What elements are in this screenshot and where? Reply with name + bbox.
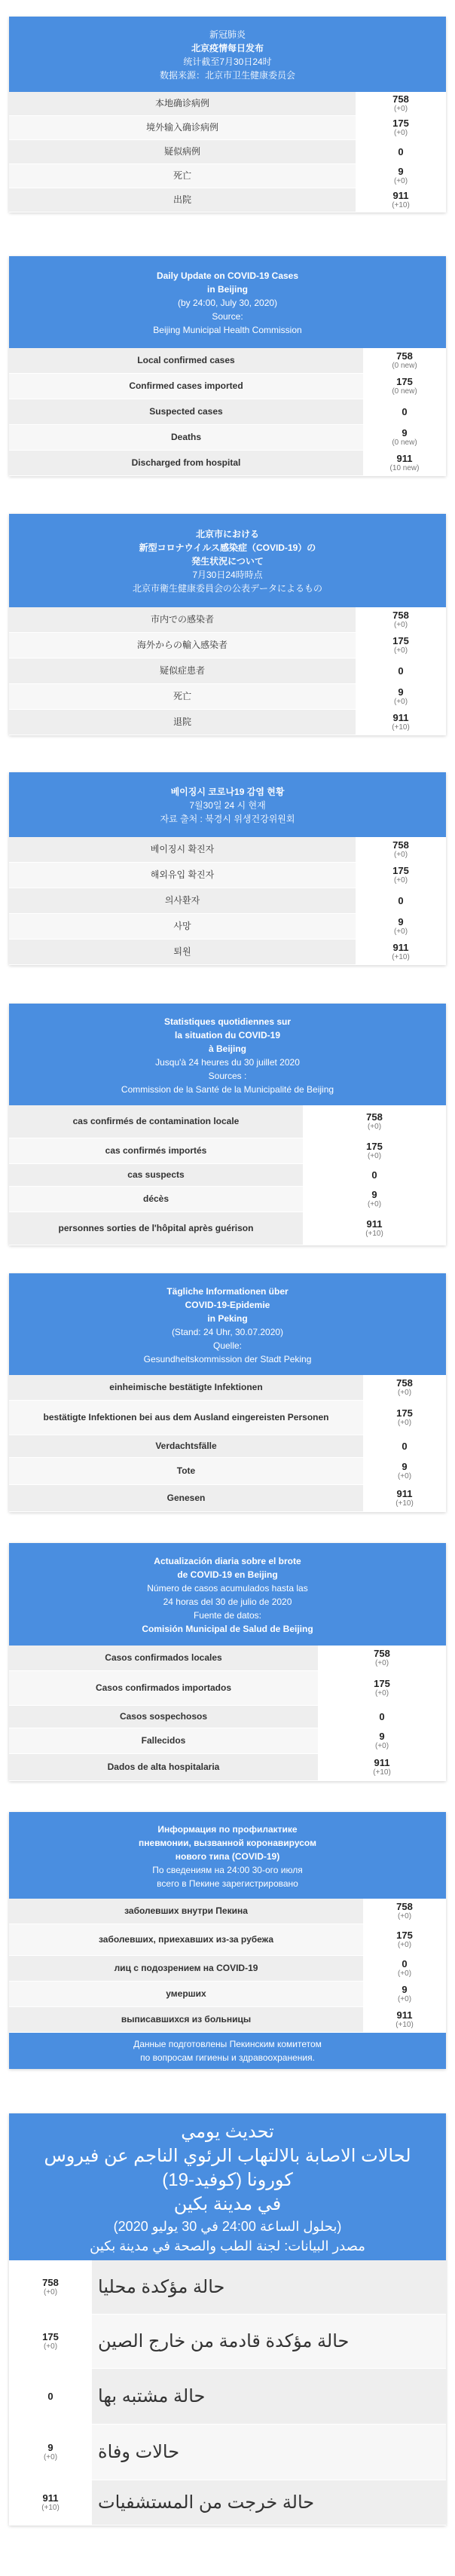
row-value xyxy=(363,399,446,424)
value-delta: (+0) xyxy=(43,2342,58,2351)
value-delta: (+0) xyxy=(393,698,408,706)
table-row xyxy=(9,1924,446,1956)
value-delta: (+0) xyxy=(397,1912,412,1921)
value-delta: (0 new) xyxy=(392,439,417,447)
stats-table xyxy=(9,607,446,735)
row-value xyxy=(356,863,446,888)
table-row xyxy=(9,940,446,965)
value-number: 9 xyxy=(371,1189,377,1200)
header-title: 新型コロナウイルス感染症（COVID-19）の xyxy=(139,542,316,553)
value-delta: (10 new) xyxy=(389,464,420,472)
footer-line: Данные подготовлены Пекинским комитетом xyxy=(133,2039,322,2049)
header-line: 7月30日24時時点 xyxy=(192,570,263,580)
row-value xyxy=(9,2260,92,2314)
row-label: Fallecidos xyxy=(9,1728,318,1753)
value-delta: (0 new) xyxy=(392,387,417,396)
row-value xyxy=(363,374,446,399)
header-line: (بحلول الساعة 24:00 في 30 يوليو 2020) xyxy=(113,2218,342,2234)
row-label: 베이징시 확진자 xyxy=(9,837,356,862)
value-delta: (+10) xyxy=(392,723,410,732)
header-line: 新冠肺炎 xyxy=(209,29,246,40)
value-delta: (+10) xyxy=(41,2504,60,2512)
value-number: 9 xyxy=(402,1984,408,1995)
table-row xyxy=(9,374,446,399)
table-row xyxy=(9,92,446,116)
row-label: cas confirmés de contamination locale xyxy=(9,1105,303,1138)
table-row xyxy=(9,1728,446,1754)
header-title: COVID-19-Epidemie xyxy=(185,1299,270,1310)
header-title: in Beijing xyxy=(207,284,248,295)
table-row xyxy=(9,2007,446,2033)
row-value xyxy=(356,710,446,735)
table-row xyxy=(9,837,446,863)
row-label: Casos confirmados importados xyxy=(9,1671,318,1705)
row-value xyxy=(303,1164,446,1186)
value-number: 758 xyxy=(392,610,409,621)
footer-line: по вопросам гигиены и здравоохранения. xyxy=(140,2052,315,2063)
row-label: 退院 xyxy=(9,710,356,735)
row-label: 의사환자 xyxy=(9,888,356,913)
row-label: 死亡 xyxy=(9,684,356,709)
value-number: 758 xyxy=(396,1377,413,1389)
value-number: 911 xyxy=(396,453,413,464)
row-label: 사망 xyxy=(9,914,356,939)
value-delta: (+10) xyxy=(365,1230,383,1238)
table-row xyxy=(9,348,446,374)
card-french xyxy=(9,1004,446,1245)
row-value xyxy=(356,164,446,188)
value-number: 175 xyxy=(366,1141,383,1152)
header-source: Beijing Municipal Health Commission xyxy=(153,325,302,335)
row-value xyxy=(363,1924,446,1955)
value-number: 758 xyxy=(392,93,409,105)
header-title: تحديث يومي xyxy=(181,2121,274,2142)
value-number: 9 xyxy=(402,427,408,439)
row-label: décès xyxy=(9,1187,303,1212)
card-header xyxy=(9,772,446,837)
table-row xyxy=(9,659,446,684)
value-number: 758 xyxy=(374,1648,390,1659)
value-number: 0 xyxy=(398,665,404,677)
table-row xyxy=(9,710,446,735)
card-footer xyxy=(9,2033,446,2069)
table-row xyxy=(9,2480,446,2526)
value-number: 0 xyxy=(402,1441,408,1452)
row-label: einheimische bestätigte Infektionen xyxy=(9,1375,363,1400)
card-spanish xyxy=(9,1543,446,1781)
header-source: Comisión Municipal de Salud de Beijing xyxy=(142,1624,313,1634)
table-row xyxy=(9,1671,446,1706)
value-number: 758 xyxy=(392,839,409,851)
row-label: умерших xyxy=(9,1982,363,2006)
stats-table xyxy=(9,1375,446,1512)
row-label: Genesen xyxy=(9,1485,363,1511)
header-line: всего в Пекине зарегистрировано xyxy=(157,1878,298,1889)
header-title: la situation du COVID-19 xyxy=(174,1029,280,1040)
header-source: 北京市衛生健康委員会の公表データによるもの xyxy=(132,583,322,594)
value-number: 175 xyxy=(374,1678,390,1689)
row-value xyxy=(356,92,446,115)
header-source: 자료 출처 : 북경시 위생건강위원회 xyxy=(160,814,295,824)
row-label: 퇴원 xyxy=(9,940,356,964)
header-line: Fuente de datos: xyxy=(193,1610,262,1621)
header-line: (by 24:00, July 30, 2020) xyxy=(177,298,278,308)
row-value xyxy=(356,659,446,683)
value-delta: (+0) xyxy=(397,1472,412,1481)
value-delta: (+0) xyxy=(374,1659,389,1667)
value-number: 9 xyxy=(402,1461,408,1472)
value-delta: (+0) xyxy=(374,1689,389,1697)
header-title: 베이징시 코로나19 감염 현황 xyxy=(170,787,285,797)
value-delta: (+0) xyxy=(397,1969,412,1978)
value-number: 758 xyxy=(396,350,413,362)
table-row xyxy=(9,2260,446,2315)
value-number: 758 xyxy=(42,2277,59,2288)
value-delta: (+0) xyxy=(367,1123,382,1131)
table-row xyxy=(9,607,446,633)
row-label: حالة مؤكدة قادمة من خارج الصين xyxy=(92,2315,446,2368)
header-source: مصدر البيانات: لجنة الطب والصحة في مدينة بكين xyxy=(90,2238,365,2254)
header-title: لحالات الاصابة بالالتهاب الرئوي الناجم عن فيروس كورونا (كوفيد-19) xyxy=(44,2145,411,2190)
value-delta: (+10) xyxy=(392,201,410,209)
table-row xyxy=(9,399,446,425)
header-line: (Stand: 24 Uhr, 30.07.2020) xyxy=(171,1326,284,1337)
value-delta: (+0) xyxy=(393,646,408,655)
value-delta: (+0) xyxy=(393,129,408,137)
row-label: заболевших, приехавших из-за рубежа xyxy=(9,1924,363,1955)
table-row xyxy=(9,188,446,212)
value-number: 0 xyxy=(402,1958,408,1969)
row-label: 해외유입 확진자 xyxy=(9,863,356,888)
value-delta: (+0) xyxy=(43,2288,58,2296)
table-row xyxy=(9,2369,446,2425)
value-number: 911 xyxy=(374,1757,390,1768)
table-row xyxy=(9,1401,446,1435)
row-value xyxy=(363,451,446,475)
value-delta: (+10) xyxy=(373,1768,391,1777)
value-number: 9 xyxy=(47,2442,53,2453)
header-line: 7월30일 24 시 현재 xyxy=(189,800,266,811)
header-line: Jusqu'à 24 heures du 30 juillet 2020 xyxy=(155,1056,300,1068)
row-label: 出院 xyxy=(9,188,356,212)
header-title: in Peking xyxy=(207,1312,248,1324)
card-arabic xyxy=(9,2113,446,2526)
row-label: 海外からの輸入感染者 xyxy=(9,633,356,658)
table-row xyxy=(9,1754,446,1781)
row-value xyxy=(318,1728,446,1753)
stats-table xyxy=(9,1899,446,2033)
table-row xyxy=(9,1706,446,1728)
row-label: выписавшихся из больницы xyxy=(9,2007,363,2032)
header-title: Daily Update on COVID-19 Cases xyxy=(156,270,299,281)
stats-table xyxy=(9,2260,446,2526)
row-value xyxy=(356,607,446,632)
card-english xyxy=(9,256,446,476)
header-line: 统计截至7月30日24时 xyxy=(183,57,272,67)
value-number: 911 xyxy=(392,942,409,953)
row-value xyxy=(303,1138,446,1163)
value-number: 9 xyxy=(398,916,404,927)
value-delta: (+10) xyxy=(395,2021,414,2029)
card-header xyxy=(9,514,446,607)
table-row xyxy=(9,1956,446,1982)
value-number: 0 xyxy=(402,406,408,417)
value-number: 9 xyxy=(379,1731,385,1742)
value-delta: (+10) xyxy=(395,1499,414,1508)
value-number: 911 xyxy=(396,2009,413,2021)
stats-table xyxy=(9,837,446,965)
value-number: 175 xyxy=(396,1407,413,1419)
value-number: 758 xyxy=(366,1111,383,1123)
card-header xyxy=(9,17,446,92)
header-title: Tägliche Informationen über xyxy=(166,1285,289,1297)
table-row xyxy=(9,140,446,164)
row-label: حالة مؤكدة محليا xyxy=(92,2260,446,2314)
row-label: Verdachtsfälle xyxy=(9,1435,363,1457)
table-row xyxy=(9,1375,446,1401)
row-value xyxy=(9,2425,92,2480)
header-line: Número de casos acumulados hasta las xyxy=(147,1583,308,1594)
row-value xyxy=(9,2369,92,2424)
table-row xyxy=(9,425,446,451)
row-value xyxy=(356,837,446,862)
row-value xyxy=(363,1956,446,1981)
row-value xyxy=(303,1187,446,1212)
row-value xyxy=(363,2007,446,2032)
value-delta: (0 new) xyxy=(392,362,417,370)
card-russian xyxy=(9,1812,446,2069)
row-value xyxy=(363,1458,446,1484)
stats-table xyxy=(9,348,446,476)
table-row xyxy=(9,1164,446,1187)
card-header xyxy=(9,256,446,348)
row-label: Casos sospechosos xyxy=(9,1706,318,1728)
value-number: 9 xyxy=(398,686,404,698)
row-value xyxy=(318,1754,446,1780)
row-value xyxy=(318,1646,446,1670)
header-source: Commission de la Santé de la Municipalité de Beijing xyxy=(121,1083,334,1095)
table-row xyxy=(9,1138,446,1164)
row-value xyxy=(318,1706,446,1728)
row-label: Discharged from hospital xyxy=(9,451,363,475)
row-value xyxy=(356,633,446,658)
row-value xyxy=(363,425,446,450)
value-number: 911 xyxy=(392,712,409,723)
value-number: 175 xyxy=(396,1930,413,1941)
row-label: حالة مشتبه بها xyxy=(92,2369,446,2424)
row-value xyxy=(363,1401,446,1435)
header-title: في مدينة بكين xyxy=(173,2193,282,2214)
value-number: 175 xyxy=(396,376,413,387)
row-label: 市内での感染者 xyxy=(9,607,356,632)
row-value xyxy=(363,1375,446,1400)
value-delta: (+0) xyxy=(393,927,408,936)
row-label: Deaths xyxy=(9,425,363,450)
value-delta: (+0) xyxy=(374,1742,389,1750)
header-line: Source: xyxy=(212,311,243,322)
table-row xyxy=(9,1646,446,1671)
row-label: 境外输入确诊病例 xyxy=(9,116,356,139)
row-label: Casos confirmados locales xyxy=(9,1646,318,1670)
row-value xyxy=(303,1212,446,1245)
stats-table xyxy=(9,1646,446,1781)
stats-table xyxy=(9,92,446,212)
value-delta: (+0) xyxy=(393,851,408,859)
row-value xyxy=(356,188,446,212)
row-label: Confirmed cases imported xyxy=(9,374,363,399)
card-header xyxy=(9,1273,446,1375)
value-number: 0 xyxy=(398,146,404,157)
value-delta: (+0) xyxy=(393,105,408,113)
value-number: 0 xyxy=(47,2391,53,2402)
value-delta: (+0) xyxy=(393,621,408,629)
row-value xyxy=(363,348,446,373)
header-title: нового типа (COVID-19) xyxy=(175,1850,280,1862)
value-number: 911 xyxy=(392,190,409,201)
row-label: 疑似病例 xyxy=(9,140,356,163)
row-value xyxy=(9,2315,92,2368)
table-row xyxy=(9,1982,446,2007)
value-delta: (+0) xyxy=(397,1389,412,1397)
row-label: лиц с подозрением на COVID-19 xyxy=(9,1956,363,1981)
card-korean xyxy=(9,772,446,965)
row-value xyxy=(356,140,446,163)
row-value xyxy=(356,684,446,709)
row-label: cas suspects xyxy=(9,1164,303,1186)
card-german xyxy=(9,1273,446,1512)
table-row xyxy=(9,633,446,659)
table-row xyxy=(9,684,446,710)
card-japanese xyxy=(9,514,446,735)
header-title: Actualización diaria sobre el brote xyxy=(154,1556,301,1566)
header-title: 発生状況について xyxy=(191,556,264,567)
header-title: 北京疫情每日发布 xyxy=(191,43,264,53)
value-number: 0 xyxy=(398,895,404,906)
row-value xyxy=(303,1105,446,1138)
row-label: bestätigte Infektionen bei aus dem Ausland eingereisten Personen xyxy=(9,1401,363,1435)
header-title: de COVID-19 en Beijing xyxy=(177,1569,278,1580)
value-number: 911 xyxy=(42,2492,59,2504)
row-label: Dados de alta hospitalaria xyxy=(9,1754,318,1780)
table-row xyxy=(9,164,446,188)
row-label: 死亡 xyxy=(9,164,356,188)
table-row xyxy=(9,1187,446,1212)
value-number: 9 xyxy=(398,166,404,177)
row-value xyxy=(9,2480,92,2525)
row-value xyxy=(356,116,446,139)
card-chinese xyxy=(9,17,446,212)
value-number: 175 xyxy=(392,865,409,876)
value-number: 175 xyxy=(392,118,409,129)
table-row xyxy=(9,1212,446,1245)
row-value xyxy=(363,1435,446,1457)
table-row xyxy=(9,1899,446,1924)
row-label: حالات وفاة xyxy=(92,2425,446,2480)
row-label: Tote xyxy=(9,1458,363,1484)
value-number: 175 xyxy=(392,635,409,646)
header-line: Quelle: xyxy=(212,1340,243,1351)
card-header xyxy=(9,2113,446,2260)
row-value xyxy=(356,888,446,913)
table-row xyxy=(9,1485,446,1512)
row-value xyxy=(356,940,446,964)
value-delta: (+0) xyxy=(397,1995,412,2003)
row-value xyxy=(363,1899,446,1924)
value-number: 0 xyxy=(379,1711,385,1722)
row-label: cas confirmés importés xyxy=(9,1138,303,1163)
header-line: 24 horas del 30 de julio de 2020 xyxy=(163,1597,292,1607)
row-label: حالة خرجت من المستشفيات xyxy=(92,2480,446,2525)
value-delta: (+0) xyxy=(397,1419,412,1427)
card-header xyxy=(9,1004,446,1105)
row-value xyxy=(318,1671,446,1705)
header-line: По сведениям на 24:00 30-ого июля xyxy=(152,1864,303,1875)
table-row xyxy=(9,451,446,476)
value-number: 911 xyxy=(366,1218,383,1230)
value-number: 0 xyxy=(371,1169,377,1181)
row-value xyxy=(363,1485,446,1511)
card-header xyxy=(9,1543,446,1646)
header-line: Sources : xyxy=(208,1070,247,1081)
table-row xyxy=(9,863,446,888)
row-label: Local confirmed cases xyxy=(9,348,363,373)
value-delta: (+0) xyxy=(367,1152,382,1160)
card-header xyxy=(9,1812,446,1899)
table-row xyxy=(9,116,446,140)
row-label: 本地确诊病例 xyxy=(9,92,356,115)
table-row xyxy=(9,1105,446,1138)
row-label: Suspected cases xyxy=(9,399,363,424)
row-label: 疑似症患者 xyxy=(9,659,356,683)
value-number: 175 xyxy=(42,2331,59,2342)
value-number: 758 xyxy=(396,1901,413,1912)
row-label: заболевших внутри Пекина xyxy=(9,1899,363,1924)
value-number: 911 xyxy=(396,1488,413,1499)
table-row xyxy=(9,1458,446,1485)
value-delta: (+0) xyxy=(393,876,408,885)
value-delta: (+0) xyxy=(367,1200,382,1209)
value-delta: (+0) xyxy=(393,177,408,185)
stats-table xyxy=(9,1105,446,1245)
table-row xyxy=(9,2315,446,2369)
row-label: personnes sorties de l'hôpital après guérison xyxy=(9,1212,303,1245)
row-value xyxy=(363,1982,446,2006)
table-row xyxy=(9,888,446,914)
header-title: à Beijing xyxy=(208,1043,246,1054)
row-value xyxy=(356,914,446,939)
header-source: Gesundheitskommission der Stadt Peking xyxy=(143,1353,312,1364)
value-delta: (+0) xyxy=(43,2453,58,2461)
value-delta: (+0) xyxy=(397,1941,412,1949)
header-title: Информация по профилактике xyxy=(157,1823,298,1835)
table-row xyxy=(9,2425,446,2480)
header-title: 北京市における xyxy=(195,529,259,539)
table-row xyxy=(9,1435,446,1458)
value-delta: (+10) xyxy=(392,953,410,961)
header-source: 数据来源：北京市卫生健康委员会 xyxy=(159,70,295,81)
table-row xyxy=(9,914,446,940)
header-title: пневмонии, вызванной коронавирусом xyxy=(139,1837,316,1848)
header-title: Statistiques quotidiennes sur xyxy=(163,1016,292,1027)
